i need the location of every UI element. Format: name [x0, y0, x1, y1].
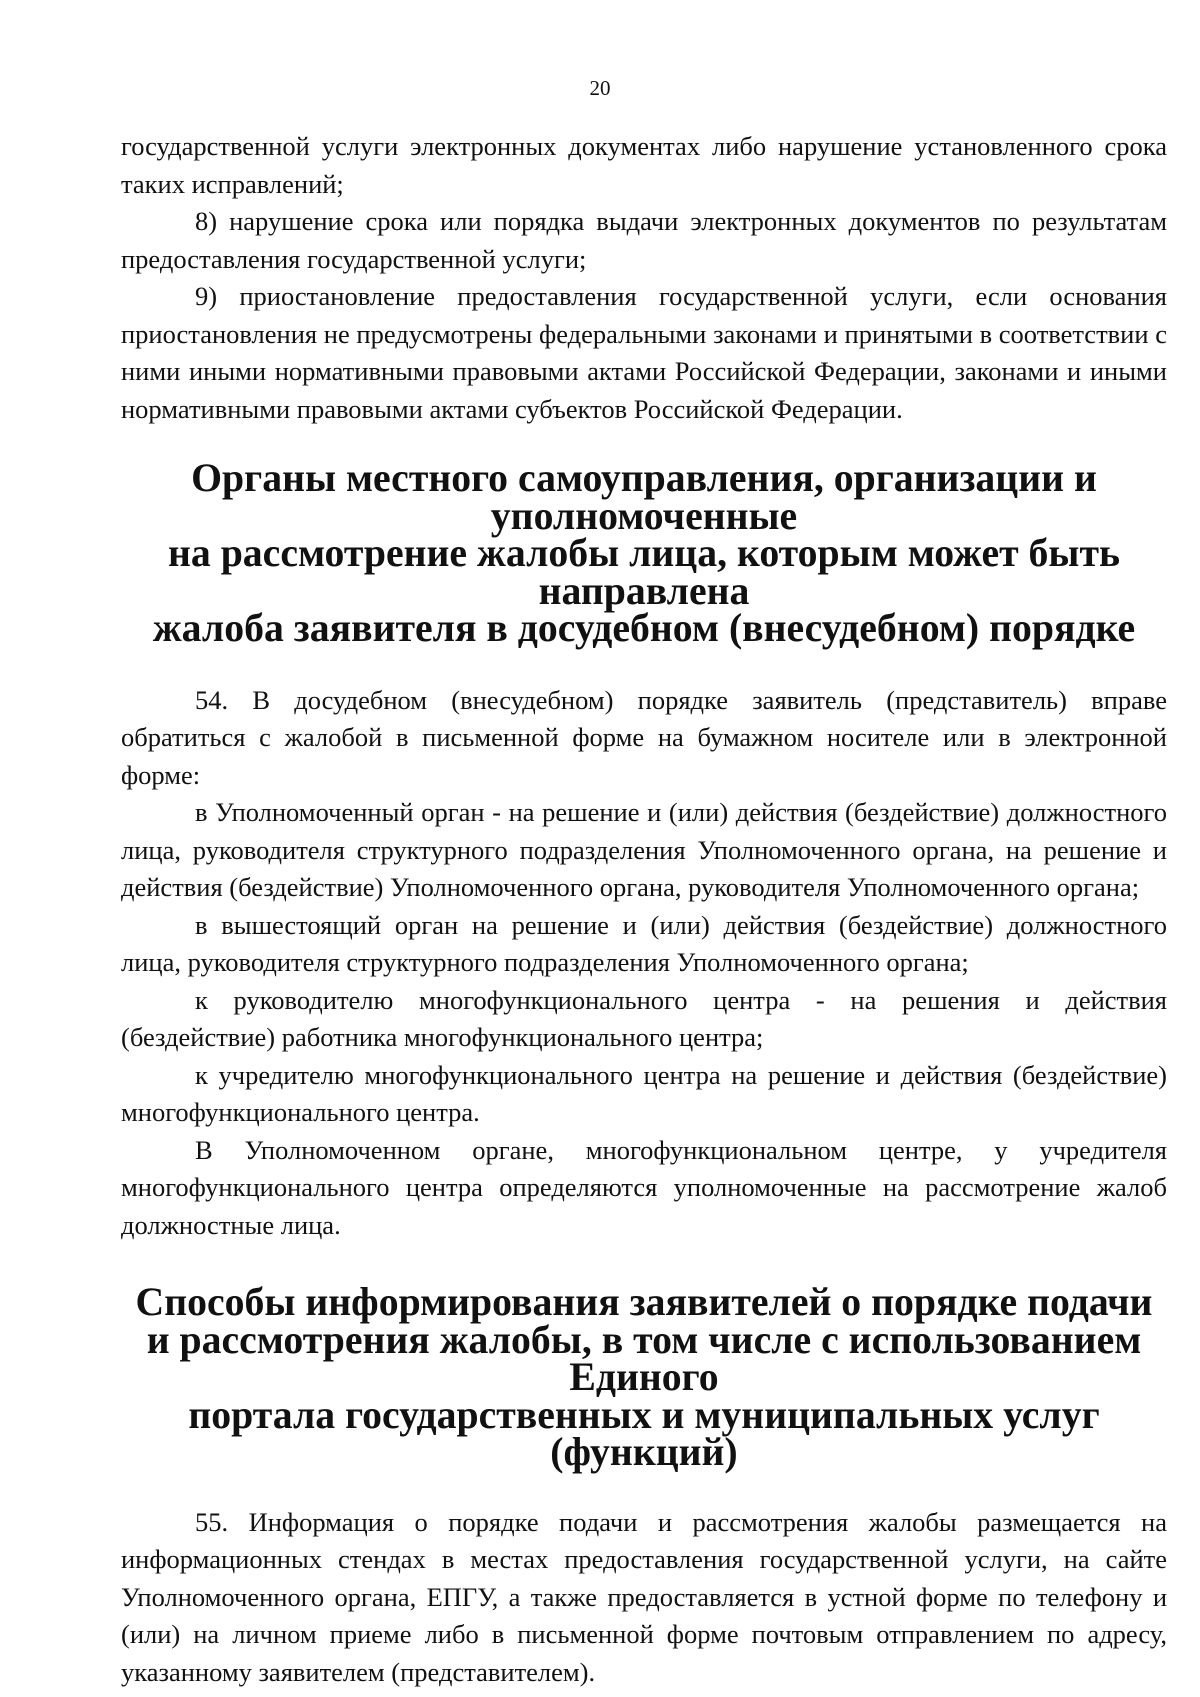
section-heading-information-methods [121, 1280, 1167, 1474]
paragraph-mfc-head: к руководителю многофункционального центра - на решения и действия (бездействие) работника многофункционального центра; [121, 984, 1167, 1052]
heading-line: жалоба заявителя в досудебном (внесудебном) порядке [152, 606, 1136, 650]
heading-line: на рассмотрение жалобы лица, которым может быть направлена [167, 531, 1121, 613]
paragraph-mfc-founder: к учредителю многофункционального центра на решение и действия (бездействие) многофункционального центра. [121, 1059, 1167, 1127]
paragraph-higher-body: в вышестоящий орган на решение и (или) действия (бездействие) должностного лица, руководителя структурного подразделения Уполномоченного органа; [121, 909, 1167, 977]
page-number: 20 [589, 76, 611, 100]
document-body [121, 128, 1167, 1691]
paragraph-authorized-body: в Уполномоченный орган - на решение и (или) действия (бездействие) должностного лица, руководителя структурного подразделения Уполномоченного органа, на решение и действия (бездействие) Уполномоченного органа, руководителя Уполномоченного органа; [121, 797, 1167, 902]
paragraph-continuation: государственной услуги электронных документах либо нарушение установленного срока таких исправлений; [121, 131, 1167, 199]
paragraph-54: 54. В досудебном (внесудебном) порядке заявитель (представитель) вправе обратиться с жалобой в письменной форме на бумажном носителе или в электронной форме: [121, 684, 1167, 790]
section-heading-complaint-bodies [121, 456, 1167, 650]
heading-line: Органы местного самоуправления, организации и уполномоченные [191, 456, 1097, 538]
heading-line: портала государственных и муниципальных услуг (функций) [188, 1392, 1100, 1474]
paragraph-55: 55. Информация о порядке подачи и рассмотрения жалобы размещается на информационных стендах в местах предоставления государственной услуги, на сайте Уполномоченного органа, ЕПГУ, а также предоставляется в устной форме по телефону и (или) на личном приеме либо в письменной форме почтовым отправлением по адресу, указанному заявителем (представителем). [121, 1506, 1167, 1687]
paragraph-authorized-officials: В Уполномоченном органе, многофункциональном центре, у учредителя многофункционального центра определяются уполномоченные на рассмотрение жалоб должностные лица. [121, 1134, 1167, 1240]
heading-line: и рассмотрения жалобы, в том числе с использованием Единого [146, 1317, 1142, 1399]
paragraph-item-8: 8) нарушение срока или порядка выдачи электронных документов по результатам предоставления государственной услуги; [121, 206, 1167, 274]
paragraph-item-9: 9) приостановление предоставления государственной услуги, если основания приостановления не предусмотрены федеральными законами и принятыми в соответствии с ними иными нормативными правовыми актами Российской Федерации, законами и иными нормативными правовыми актами субъектов Российской Федерации. [121, 281, 1167, 424]
heading-line: Способы информирования заявителей о порядке подачи [135, 1280, 1153, 1324]
